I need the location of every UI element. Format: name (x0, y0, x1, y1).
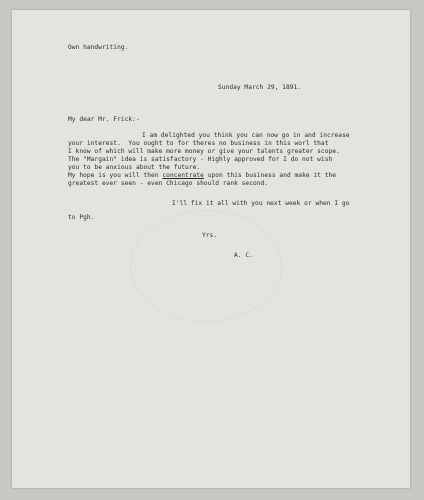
salutation: My dear Mr. Frick:- (68, 116, 140, 123)
closing-line-1: I'll fix it all with you next week or when I go (172, 200, 350, 207)
body-line-6-end: upon this business and make it the (203, 172, 337, 179)
closing-line-2: to Pgh. (68, 214, 95, 221)
body-line-3: I know of which will make more money or give your talents greater scope. (68, 148, 340, 155)
letter-page (12, 10, 410, 488)
underlined-word: concentrate (162, 172, 204, 179)
handwriting-note: Own handwriting. (68, 44, 129, 51)
body-line-6-start: My hope is you will then (68, 172, 163, 179)
letter-date: Sunday March 29, 1891. (218, 84, 302, 91)
signature: A. C. (234, 252, 253, 259)
body-line-6 (68, 172, 336, 180)
body-line-4: The "Margain" idea is satisfactory - Highly approved for I do not wish (68, 156, 333, 163)
body-line-5: you to be anxious about the future. (68, 164, 201, 171)
body-line-2: your interest. You ought to for theres no business in this worl that (68, 140, 329, 147)
sign-off: Yrs. (202, 232, 218, 239)
watermark-seal (130, 210, 282, 322)
body-line-1: I am delighted you think you can now go in and increase (142, 132, 350, 139)
body-line-7: greatest ever seen - even Chicago should rank second. (68, 180, 269, 187)
